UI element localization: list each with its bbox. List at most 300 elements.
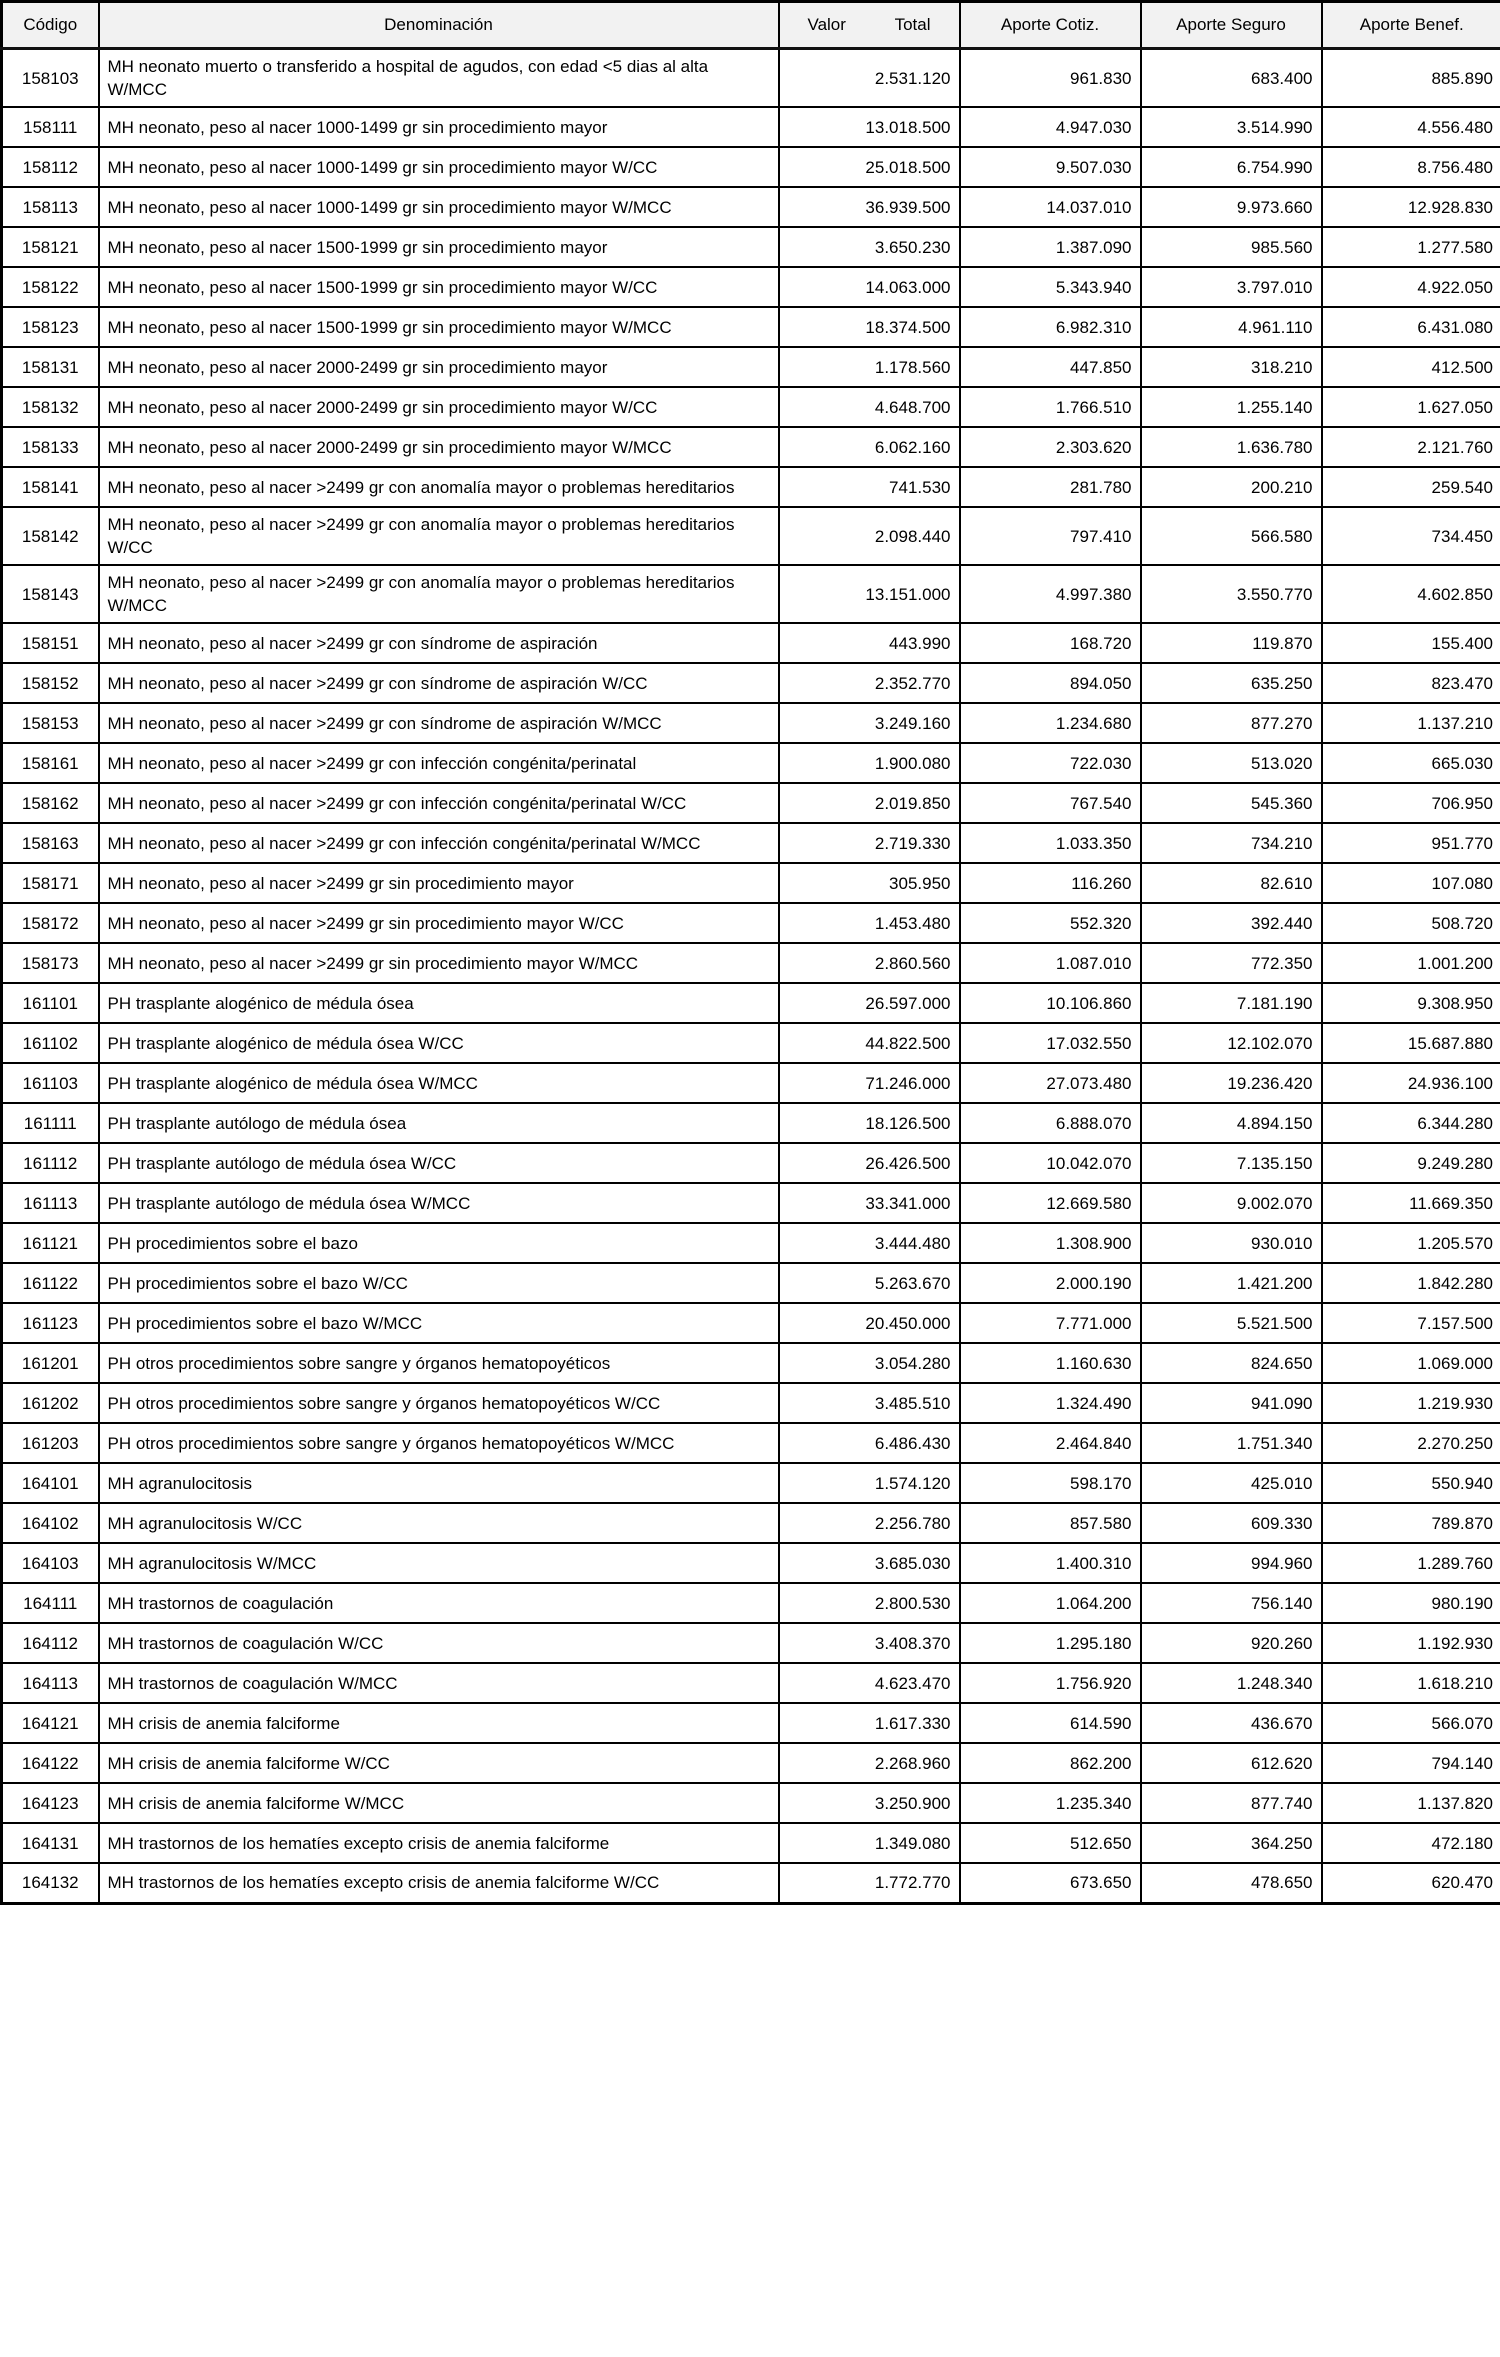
row-aporte-seguro: 9.002.070 <box>1141 1183 1322 1223</box>
table-row <box>2 1063 1500 1103</box>
row-denomination: MH neonato, peso al nacer 2000-2499 gr sin procedimiento mayor <box>99 347 779 387</box>
table-row <box>2 1623 1500 1663</box>
row-code: 164122 <box>2 1743 99 1783</box>
row-valor-total: 6.062.160 <box>779 427 960 467</box>
row-denomination: PH trasplante alogénico de médula ósea <box>99 983 779 1023</box>
row-valor-total: 3.444.480 <box>779 1223 960 1263</box>
row-valor-total: 1.178.560 <box>779 347 960 387</box>
row-code: 158161 <box>2 743 99 783</box>
row-aporte-cotiz: 2.464.840 <box>960 1423 1141 1463</box>
table-row <box>2 943 1500 983</box>
row-aporte-cotiz: 1.064.200 <box>960 1583 1141 1623</box>
table-row <box>2 1583 1500 1623</box>
row-aporte-cotiz: 12.669.580 <box>960 1183 1141 1223</box>
row-code: 158133 <box>2 427 99 467</box>
row-denomination: MH neonato, peso al nacer 1500-1999 gr sin procedimiento mayor W/MCC <box>99 307 779 347</box>
row-aporte-seguro: 683.400 <box>1141 49 1322 108</box>
row-aporte-benef: 885.890 <box>1322 49 1500 108</box>
row-aporte-cotiz: 4.997.380 <box>960 565 1141 623</box>
table-row <box>2 1023 1500 1063</box>
row-aporte-cotiz: 1.766.510 <box>960 387 1141 427</box>
row-aporte-benef: 472.180 <box>1322 1823 1500 1863</box>
row-denomination: PH otros procedimientos sobre sangre y órganos hematopoyéticos W/MCC <box>99 1423 779 1463</box>
table-row <box>2 1183 1500 1223</box>
row-valor-total: 443.990 <box>779 623 960 663</box>
row-aporte-cotiz: 552.320 <box>960 903 1141 943</box>
row-denomination: MH neonato, peso al nacer >2499 gr con síndrome de aspiración <box>99 623 779 663</box>
row-aporte-benef: 665.030 <box>1322 743 1500 783</box>
row-aporte-benef: 706.950 <box>1322 783 1500 823</box>
row-valor-total: 1.900.080 <box>779 743 960 783</box>
row-aporte-seguro: 19.236.420 <box>1141 1063 1322 1103</box>
table-row <box>2 823 1500 863</box>
row-aporte-benef: 1.627.050 <box>1322 387 1500 427</box>
row-valor-total: 2.256.780 <box>779 1503 960 1543</box>
table-row <box>2 267 1500 307</box>
row-denomination: PH trasplante autólogo de médula ósea W/CC <box>99 1143 779 1183</box>
row-aporte-cotiz: 116.260 <box>960 863 1141 903</box>
row-aporte-cotiz: 1.235.340 <box>960 1783 1141 1823</box>
row-denomination: MH neonato muerto o transferido a hospital de agudos, con edad <5 dias al alta W/MCC <box>99 49 779 108</box>
row-code: 158132 <box>2 387 99 427</box>
row-aporte-benef: 9.308.950 <box>1322 983 1500 1023</box>
row-code: 158122 <box>2 267 99 307</box>
row-aporte-benef: 1.219.930 <box>1322 1383 1500 1423</box>
row-aporte-benef: 2.121.760 <box>1322 427 1500 467</box>
row-aporte-seguro: 609.330 <box>1141 1503 1322 1543</box>
table-row <box>2 1783 1500 1823</box>
row-valor-total: 3.685.030 <box>779 1543 960 1583</box>
row-aporte-cotiz: 9.507.030 <box>960 147 1141 187</box>
row-aporte-seguro: 392.440 <box>1141 903 1322 943</box>
row-valor-total: 305.950 <box>779 863 960 903</box>
header-valor-total <box>779 2 960 49</box>
row-aporte-cotiz: 447.850 <box>960 347 1141 387</box>
row-code: 164102 <box>2 1503 99 1543</box>
row-denomination: MH neonato, peso al nacer 2000-2499 gr sin procedimiento mayor W/CC <box>99 387 779 427</box>
row-aporte-seguro: 877.740 <box>1141 1783 1322 1823</box>
row-aporte-benef: 12.928.830 <box>1322 187 1500 227</box>
table-row <box>2 1423 1500 1463</box>
row-code: 164123 <box>2 1783 99 1823</box>
table-row <box>2 467 1500 507</box>
row-aporte-seguro: 4.961.110 <box>1141 307 1322 347</box>
row-denomination: PH procedimientos sobre el bazo W/MCC <box>99 1303 779 1343</box>
row-valor-total: 4.648.700 <box>779 387 960 427</box>
row-aporte-benef: 6.344.280 <box>1322 1103 1500 1143</box>
row-valor-total: 26.426.500 <box>779 1143 960 1183</box>
row-denomination: MH neonato, peso al nacer >2499 gr con anomalía mayor o problemas hereditarios W/CC <box>99 507 779 565</box>
row-aporte-seguro: 436.670 <box>1141 1703 1322 1743</box>
table-row <box>2 227 1500 267</box>
row-aporte-seguro: 478.650 <box>1141 1863 1322 1903</box>
row-code: 158131 <box>2 347 99 387</box>
row-denomination: MH neonato, peso al nacer >2499 gr con anomalía mayor o problemas hereditarios W/MCC <box>99 565 779 623</box>
row-denomination: PH trasplante autólogo de médula ósea <box>99 1103 779 1143</box>
row-aporte-cotiz: 614.590 <box>960 1703 1141 1743</box>
header-aporte-benef: Aporte Benef. <box>1322 2 1500 49</box>
row-aporte-benef: 6.431.080 <box>1322 307 1500 347</box>
row-aporte-seguro: 930.010 <box>1141 1223 1322 1263</box>
header-codigo: Código <box>2 2 99 49</box>
row-aporte-seguro: 318.210 <box>1141 347 1322 387</box>
row-aporte-cotiz: 862.200 <box>960 1743 1141 1783</box>
row-valor-total: 2.860.560 <box>779 943 960 983</box>
row-aporte-seguro: 941.090 <box>1141 1383 1322 1423</box>
table-row <box>2 507 1500 565</box>
row-aporte-seguro: 1.255.140 <box>1141 387 1322 427</box>
row-aporte-seguro: 5.521.500 <box>1141 1303 1322 1343</box>
table-row <box>2 903 1500 943</box>
table-row <box>2 1703 1500 1743</box>
row-aporte-benef: 15.687.880 <box>1322 1023 1500 1063</box>
row-valor-total: 2.352.770 <box>779 663 960 703</box>
row-denomination: MH neonato, peso al nacer 1500-1999 gr sin procedimiento mayor W/CC <box>99 267 779 307</box>
row-aporte-benef: 794.140 <box>1322 1743 1500 1783</box>
row-aporte-cotiz: 7.771.000 <box>960 1303 1141 1343</box>
row-aporte-cotiz: 1.308.900 <box>960 1223 1141 1263</box>
row-aporte-cotiz: 797.410 <box>960 507 1141 565</box>
row-aporte-benef: 11.669.350 <box>1322 1183 1500 1223</box>
row-valor-total: 3.650.230 <box>779 227 960 267</box>
table-row <box>2 703 1500 743</box>
row-aporte-seguro: 756.140 <box>1141 1583 1322 1623</box>
row-aporte-cotiz: 1.160.630 <box>960 1343 1141 1383</box>
row-aporte-cotiz: 1.295.180 <box>960 1623 1141 1663</box>
table-header <box>2 2 1500 49</box>
table-row <box>2 307 1500 347</box>
row-code: 164132 <box>2 1863 99 1903</box>
row-aporte-cotiz: 10.106.860 <box>960 983 1141 1023</box>
row-denomination: PH trasplante autólogo de médula ósea W/MCC <box>99 1183 779 1223</box>
row-aporte-cotiz: 673.650 <box>960 1863 1141 1903</box>
row-aporte-seguro: 545.360 <box>1141 783 1322 823</box>
row-denomination: MH neonato, peso al nacer >2499 gr sin procedimiento mayor <box>99 863 779 903</box>
row-code: 161103 <box>2 1063 99 1103</box>
row-valor-total: 2.719.330 <box>779 823 960 863</box>
row-valor-total: 3.054.280 <box>779 1343 960 1383</box>
row-aporte-cotiz: 10.042.070 <box>960 1143 1141 1183</box>
row-code: 164131 <box>2 1823 99 1863</box>
row-aporte-cotiz: 894.050 <box>960 663 1141 703</box>
row-aporte-seguro: 1.751.340 <box>1141 1423 1322 1463</box>
row-aporte-cotiz: 281.780 <box>960 467 1141 507</box>
row-valor-total: 3.485.510 <box>779 1383 960 1423</box>
row-aporte-seguro: 985.560 <box>1141 227 1322 267</box>
row-aporte-seguro: 566.580 <box>1141 507 1322 565</box>
row-code: 161111 <box>2 1103 99 1143</box>
row-aporte-cotiz: 1.387.090 <box>960 227 1141 267</box>
row-aporte-benef: 1.069.000 <box>1322 1343 1500 1383</box>
row-valor-total: 44.822.500 <box>779 1023 960 1063</box>
row-denomination: MH crisis de anemia falciforme W/CC <box>99 1743 779 1783</box>
table-row <box>2 743 1500 783</box>
header-aporte-cotiz: Aporte Cotiz. <box>960 2 1141 49</box>
row-code: 164113 <box>2 1663 99 1703</box>
row-aporte-cotiz: 2.000.190 <box>960 1263 1141 1303</box>
row-aporte-seguro: 994.960 <box>1141 1543 1322 1583</box>
row-code: 158121 <box>2 227 99 267</box>
row-aporte-cotiz: 5.343.940 <box>960 267 1141 307</box>
header-denominacion: Denominación <box>99 2 779 49</box>
row-code: 158123 <box>2 307 99 347</box>
row-aporte-cotiz: 512.650 <box>960 1823 1141 1863</box>
row-valor-total: 6.486.430 <box>779 1423 960 1463</box>
row-code: 158153 <box>2 703 99 743</box>
row-aporte-benef: 1.205.570 <box>1322 1223 1500 1263</box>
row-valor-total: 18.374.500 <box>779 307 960 347</box>
table-row <box>2 347 1500 387</box>
row-denomination: MH neonato, peso al nacer >2499 gr con anomalía mayor o problemas hereditarios <box>99 467 779 507</box>
row-aporte-seguro: 4.894.150 <box>1141 1103 1322 1143</box>
row-valor-total: 25.018.500 <box>779 147 960 187</box>
row-valor-total: 36.939.500 <box>779 187 960 227</box>
row-denomination: MH trastornos de los hematíes excepto crisis de anemia falciforme <box>99 1823 779 1863</box>
row-aporte-cotiz: 1.756.920 <box>960 1663 1141 1703</box>
row-aporte-benef: 1.842.280 <box>1322 1263 1500 1303</box>
row-denomination: MH trastornos de coagulación W/MCC <box>99 1663 779 1703</box>
table-row <box>2 1263 1500 1303</box>
row-denomination: PH procedimientos sobre el bazo <box>99 1223 779 1263</box>
row-code: 158143 <box>2 565 99 623</box>
row-valor-total: 18.126.500 <box>779 1103 960 1143</box>
row-denomination: PH trasplante alogénico de médula ósea W/MCC <box>99 1063 779 1103</box>
row-denomination: MH neonato, peso al nacer >2499 gr sin procedimiento mayor W/CC <box>99 903 779 943</box>
row-aporte-seguro: 734.210 <box>1141 823 1322 863</box>
row-aporte-cotiz: 27.073.480 <box>960 1063 1141 1103</box>
row-valor-total: 3.250.900 <box>779 1783 960 1823</box>
row-aporte-seguro: 7.135.150 <box>1141 1143 1322 1183</box>
row-denomination: MH neonato, peso al nacer >2499 gr con síndrome de aspiración W/CC <box>99 663 779 703</box>
row-aporte-benef: 620.470 <box>1322 1863 1500 1903</box>
table-row <box>2 1823 1500 1863</box>
row-aporte-seguro: 920.260 <box>1141 1623 1322 1663</box>
table-row <box>2 663 1500 703</box>
row-aporte-cotiz: 857.580 <box>960 1503 1141 1543</box>
row-aporte-cotiz: 598.170 <box>960 1463 1141 1503</box>
row-aporte-seguro: 1.421.200 <box>1141 1263 1322 1303</box>
row-aporte-cotiz: 1.234.680 <box>960 703 1141 743</box>
row-valor-total: 1.574.120 <box>779 1463 960 1503</box>
row-denomination: MH neonato, peso al nacer >2499 gr sin procedimiento mayor W/MCC <box>99 943 779 983</box>
row-aporte-benef: 1.001.200 <box>1322 943 1500 983</box>
row-valor-total: 1.453.480 <box>779 903 960 943</box>
row-aporte-benef: 823.470 <box>1322 663 1500 703</box>
row-denomination: MH agranulocitosis W/CC <box>99 1503 779 1543</box>
row-aporte-benef: 1.137.820 <box>1322 1783 1500 1823</box>
row-aporte-cotiz: 1.033.350 <box>960 823 1141 863</box>
row-valor-total: 2.800.530 <box>779 1583 960 1623</box>
row-valor-total: 2.098.440 <box>779 507 960 565</box>
table-row <box>2 1343 1500 1383</box>
row-aporte-benef: 1.137.210 <box>1322 703 1500 743</box>
row-aporte-seguro: 612.620 <box>1141 1743 1322 1783</box>
row-code: 164101 <box>2 1463 99 1503</box>
row-aporte-benef: 1.289.760 <box>1322 1543 1500 1583</box>
row-denomination: MH trastornos de coagulación W/CC <box>99 1623 779 1663</box>
row-valor-total: 1.772.770 <box>779 1863 960 1903</box>
row-aporte-seguro: 200.210 <box>1141 467 1322 507</box>
row-aporte-benef: 508.720 <box>1322 903 1500 943</box>
row-valor-total: 13.018.500 <box>779 107 960 147</box>
row-denomination: MH neonato, peso al nacer >2499 gr con síndrome de aspiración W/MCC <box>99 703 779 743</box>
row-aporte-cotiz: 1.400.310 <box>960 1543 1141 1583</box>
row-aporte-seguro: 824.650 <box>1141 1343 1322 1383</box>
row-aporte-cotiz: 722.030 <box>960 743 1141 783</box>
row-aporte-seguro: 1.248.340 <box>1141 1663 1322 1703</box>
row-aporte-cotiz: 6.888.070 <box>960 1103 1141 1143</box>
row-code: 158103 <box>2 49 99 108</box>
table-row <box>2 1743 1500 1783</box>
row-code: 158112 <box>2 147 99 187</box>
row-aporte-benef: 550.940 <box>1322 1463 1500 1503</box>
table-row <box>2 1663 1500 1703</box>
row-aporte-cotiz: 17.032.550 <box>960 1023 1141 1063</box>
row-valor-total: 14.063.000 <box>779 267 960 307</box>
header-valor-part: Valor <box>807 15 846 34</box>
table-row <box>2 1303 1500 1343</box>
table-row <box>2 387 1500 427</box>
row-aporte-cotiz: 1.087.010 <box>960 943 1141 983</box>
row-aporte-benef: 107.080 <box>1322 863 1500 903</box>
row-valor-total: 1.349.080 <box>779 1823 960 1863</box>
row-aporte-seguro: 82.610 <box>1141 863 1322 903</box>
row-aporte-seguro: 425.010 <box>1141 1463 1322 1503</box>
header-total-part: Total <box>894 15 931 34</box>
row-code: 161122 <box>2 1263 99 1303</box>
row-aporte-cotiz: 961.830 <box>960 49 1141 108</box>
row-aporte-cotiz: 767.540 <box>960 783 1141 823</box>
row-code: 164111 <box>2 1583 99 1623</box>
table-body <box>2 49 1500 1904</box>
row-code: 158113 <box>2 187 99 227</box>
row-aporte-benef: 4.922.050 <box>1322 267 1500 307</box>
row-valor-total: 33.341.000 <box>779 1183 960 1223</box>
row-aporte-seguro: 7.181.190 <box>1141 983 1322 1023</box>
row-aporte-benef: 4.556.480 <box>1322 107 1500 147</box>
row-code: 161203 <box>2 1423 99 1463</box>
row-denomination: MH neonato, peso al nacer 1000-1499 gr sin procedimiento mayor <box>99 107 779 147</box>
row-aporte-benef: 566.070 <box>1322 1703 1500 1743</box>
table-row <box>2 983 1500 1023</box>
row-aporte-seguro: 1.636.780 <box>1141 427 1322 467</box>
row-denomination: MH crisis de anemia falciforme W/MCC <box>99 1783 779 1823</box>
row-aporte-seguro: 6.754.990 <box>1141 147 1322 187</box>
row-valor-total: 3.249.160 <box>779 703 960 743</box>
row-aporte-seguro: 635.250 <box>1141 663 1322 703</box>
row-aporte-seguro: 3.797.010 <box>1141 267 1322 307</box>
row-denomination: PH otros procedimientos sobre sangre y órganos hematopoyéticos W/CC <box>99 1383 779 1423</box>
row-valor-total: 13.151.000 <box>779 565 960 623</box>
table-row <box>2 1543 1500 1583</box>
row-aporte-seguro: 877.270 <box>1141 703 1322 743</box>
row-denomination: MH neonato, peso al nacer 1000-1499 gr sin procedimiento mayor W/MCC <box>99 187 779 227</box>
table-row <box>2 49 1500 108</box>
row-denomination: MH neonato, peso al nacer >2499 gr con infección congénita/perinatal W/CC <box>99 783 779 823</box>
row-aporte-benef: 7.157.500 <box>1322 1303 1500 1343</box>
row-code: 161121 <box>2 1223 99 1263</box>
row-code: 158151 <box>2 623 99 663</box>
row-aporte-benef: 412.500 <box>1322 347 1500 387</box>
row-aporte-benef: 2.270.250 <box>1322 1423 1500 1463</box>
row-aporte-benef: 951.770 <box>1322 823 1500 863</box>
row-aporte-seguro: 12.102.070 <box>1141 1023 1322 1063</box>
row-code: 158171 <box>2 863 99 903</box>
row-aporte-benef: 734.450 <box>1322 507 1500 565</box>
row-code: 158141 <box>2 467 99 507</box>
row-aporte-cotiz: 6.982.310 <box>960 307 1141 347</box>
row-code: 161113 <box>2 1183 99 1223</box>
row-denomination: MH neonato, peso al nacer 2000-2499 gr sin procedimiento mayor W/MCC <box>99 427 779 467</box>
table-row <box>2 1463 1500 1503</box>
row-valor-total: 2.019.850 <box>779 783 960 823</box>
row-denomination: PH trasplante alogénico de médula ósea W/CC <box>99 1023 779 1063</box>
row-aporte-seguro: 119.870 <box>1141 623 1322 663</box>
row-code: 161202 <box>2 1383 99 1423</box>
row-valor-total: 5.263.670 <box>779 1263 960 1303</box>
row-valor-total: 2.268.960 <box>779 1743 960 1783</box>
table-row <box>2 1503 1500 1543</box>
row-valor-total: 741.530 <box>779 467 960 507</box>
row-denomination: MH agranulocitosis W/MCC <box>99 1543 779 1583</box>
row-aporte-cotiz: 2.303.620 <box>960 427 1141 467</box>
table-row <box>2 1863 1500 1903</box>
row-aporte-cotiz: 1.324.490 <box>960 1383 1141 1423</box>
row-aporte-seguro: 772.350 <box>1141 943 1322 983</box>
row-aporte-seguro: 3.550.770 <box>1141 565 1322 623</box>
row-aporte-benef: 4.602.850 <box>1322 565 1500 623</box>
row-denomination: MH trastornos de coagulación <box>99 1583 779 1623</box>
table-row <box>2 1383 1500 1423</box>
row-code: 158111 <box>2 107 99 147</box>
row-aporte-benef: 8.756.480 <box>1322 147 1500 187</box>
row-denomination: MH crisis de anemia falciforme <box>99 1703 779 1743</box>
row-valor-total: 2.531.120 <box>779 49 960 108</box>
row-aporte-benef: 1.192.930 <box>1322 1623 1500 1663</box>
row-denomination: MH trastornos de los hematíes excepto crisis de anemia falciforme W/CC <box>99 1863 779 1903</box>
row-aporte-benef: 9.249.280 <box>1322 1143 1500 1183</box>
table-row <box>2 1143 1500 1183</box>
row-valor-total: 3.408.370 <box>779 1623 960 1663</box>
row-code: 158142 <box>2 507 99 565</box>
table-row <box>2 1103 1500 1143</box>
row-aporte-seguro: 513.020 <box>1141 743 1322 783</box>
table-row <box>2 783 1500 823</box>
row-code: 158173 <box>2 943 99 983</box>
row-code: 161112 <box>2 1143 99 1183</box>
table-row <box>2 187 1500 227</box>
row-aporte-benef: 1.618.210 <box>1322 1663 1500 1703</box>
row-code: 164121 <box>2 1703 99 1743</box>
row-denomination: MH neonato, peso al nacer 1500-1999 gr sin procedimiento mayor <box>99 227 779 267</box>
row-aporte-benef: 155.400 <box>1322 623 1500 663</box>
row-code: 158152 <box>2 663 99 703</box>
row-aporte-cotiz: 14.037.010 <box>960 187 1141 227</box>
row-denomination: PH otros procedimientos sobre sangre y órganos hematopoyéticos <box>99 1343 779 1383</box>
row-code: 158162 <box>2 783 99 823</box>
row-aporte-seguro: 3.514.990 <box>1141 107 1322 147</box>
row-code: 161101 <box>2 983 99 1023</box>
row-code: 164103 <box>2 1543 99 1583</box>
row-aporte-benef: 1.277.580 <box>1322 227 1500 267</box>
row-valor-total: 4.623.470 <box>779 1663 960 1703</box>
row-aporte-cotiz: 4.947.030 <box>960 107 1141 147</box>
row-aporte-benef: 980.190 <box>1322 1583 1500 1623</box>
table-row <box>2 107 1500 147</box>
table-row <box>2 147 1500 187</box>
row-denomination: MH neonato, peso al nacer 1000-1499 gr sin procedimiento mayor W/CC <box>99 147 779 187</box>
header-row <box>2 2 1500 49</box>
